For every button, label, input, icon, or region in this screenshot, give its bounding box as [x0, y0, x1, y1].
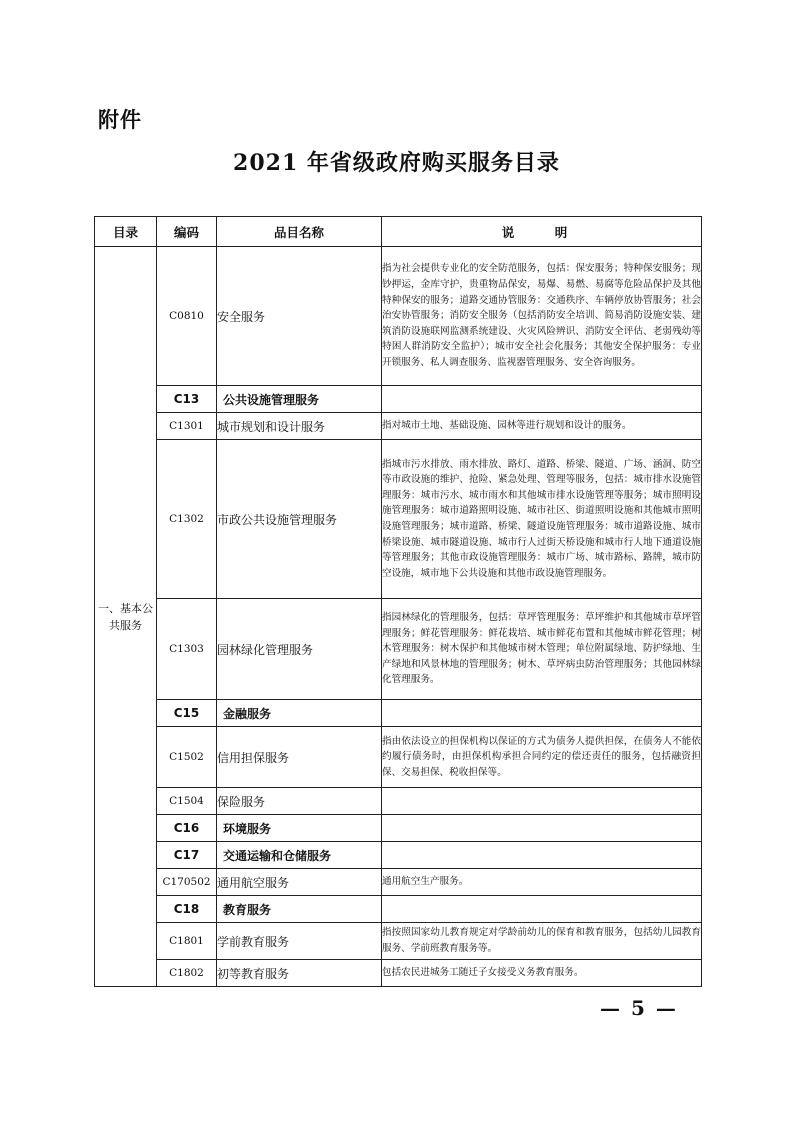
row-name: 信用担保服务 [217, 727, 382, 788]
row-name: 城市规划和设计服务 [217, 413, 382, 440]
group-code: C13 [157, 386, 217, 413]
row-name: 学前教育服务 [217, 923, 382, 960]
row-code: C1301 [157, 413, 217, 440]
table-row [95, 788, 702, 815]
row-name: 保险服务 [217, 788, 382, 815]
row-description: 通用航空生产服务。 [382, 869, 702, 896]
row-description [382, 700, 702, 727]
row-description: 指按照国家幼儿教育规定对学龄前幼儿的保育和教育服务，包括幼儿园教育服务、学前班教育服务等。 [382, 923, 702, 960]
header-description: 说 明 [382, 217, 702, 247]
group-name: 教育服务 [217, 896, 382, 923]
table-row [95, 869, 702, 896]
group-code: C15 [157, 700, 217, 727]
table-header-row [95, 217, 702, 247]
row-code: C1502 [157, 727, 217, 788]
row-description: 指园林绿化的管理服务，包括：草坪管理服务：草坪维护和其他城市草坪管理服务；鲜花管理服务：鲜花栽培、城市鲜花布置和其他城市鲜花管理；树木管理服务：树木保护和其他城市树木管理；单位附属绿地、防护绿地、生产绿地和风景林地的管理服务；树木、草坪病虫防治管理服务；其他园林绿化管理服务。 [382, 599, 702, 700]
row-description [382, 386, 702, 413]
row-code: C1303 [157, 599, 217, 700]
row-description [382, 815, 702, 842]
table-group-row [95, 815, 702, 842]
table-row [95, 923, 702, 960]
row-description [382, 842, 702, 869]
table-row [95, 247, 702, 386]
row-name: 市政公共设施管理服务 [217, 440, 382, 599]
table-group-row [95, 386, 702, 413]
row-code: C1801 [157, 923, 217, 960]
row-description: 指对城市土地、基础设施、园林等进行规划和设计的服务。 [382, 413, 702, 440]
page-number: — 5 — [600, 996, 678, 1020]
row-description [382, 788, 702, 815]
table-row [95, 413, 702, 440]
header-name: 品目名称 [217, 217, 382, 247]
group-name: 环境服务 [217, 815, 382, 842]
row-name: 通用航空服务 [217, 869, 382, 896]
table-row [95, 440, 702, 599]
row-description: 指为社会提供专业化的安全防范服务，包括：保安服务；特种保安服务；现钞押运，金库守护，贵重物品保安，易爆、易燃、易腐等危险品保护及其他特种保安的服务；道路交通协管服务：交通秩序、车辆停放协管服务；社会治安协管服务；消防安全服务（包括消防安全培训、简易消防设施安装、建筑消防设施联网监测系统建设、火灾风险辨识、消防安全评估、老弱残幼等特困人群消防安全监护）；城市安全社会化服务；其他安全保护服务：专业开锁服务、私人调查服务、监视器管理服务、安全咨询服务。 [382, 247, 702, 386]
row-name: 安全服务 [217, 247, 382, 386]
table-row [95, 960, 702, 987]
group-code: C17 [157, 842, 217, 869]
row-code: C1802 [157, 960, 217, 987]
row-code: C0810 [157, 247, 217, 386]
row-description: 指由依法设立的担保机构以保证的方式为债务人提供担保，在债务人不能依约履行债务时，由担保机构承担合同约定的偿还责任的服务，包括融资担保、交易担保、税收担保等。 [382, 727, 702, 788]
group-name: 公共设施管理服务 [217, 386, 382, 413]
row-code: C1504 [157, 788, 217, 815]
group-name: 金融服务 [217, 700, 382, 727]
header-category: 目录 [95, 217, 157, 247]
group-name: 交通运输和仓储服务 [217, 842, 382, 869]
row-name: 园林绿化管理服务 [217, 599, 382, 700]
table-row [95, 599, 702, 700]
row-code: C1302 [157, 440, 217, 599]
attachment-label: 附件 [98, 108, 142, 132]
table-row [95, 727, 702, 788]
row-description: 指城市污水排放、雨水排放、路灯、道路、桥梁、隧道、广场、涵洞、防空等市政设施的维护、抢险、紧急处理、管理等服务，包括：城市排水设施管理服务：城市污水、城市雨水和其他城市排水设施管理等服务；城市照明设施管理服务：城市道路照明设施、城市社区、街道照明设施和其他城市照明设施管理服务；城市道路、桥梁、隧道设施管理服务：城市道路设施、城市桥梁设施、城市隧道设施、城市行人过街天桥设施和城市行人地下通道设施等管理服务；其他市政设施管理服务：城市广场、城市路标、路牌，城市防空设施，城市地下公共设施和其他市政设施管理服务。 [382, 440, 702, 599]
category-cell: 一、基本公共服务 [95, 247, 157, 987]
header-code: 编码 [157, 217, 217, 247]
row-name: 初等教育服务 [217, 960, 382, 987]
row-code: C170502 [157, 869, 217, 896]
table-group-row [95, 700, 702, 727]
table-group-row [95, 842, 702, 869]
service-catalog-table [94, 216, 702, 987]
row-description [382, 896, 702, 923]
group-code: C18 [157, 896, 217, 923]
row-description: 包括农民进城务工随迁子女接受义务教育服务。 [382, 960, 702, 987]
document-title: 2021 年省级政府购买服务目录 [233, 150, 560, 176]
table-group-row [95, 896, 702, 923]
group-code: C16 [157, 815, 217, 842]
